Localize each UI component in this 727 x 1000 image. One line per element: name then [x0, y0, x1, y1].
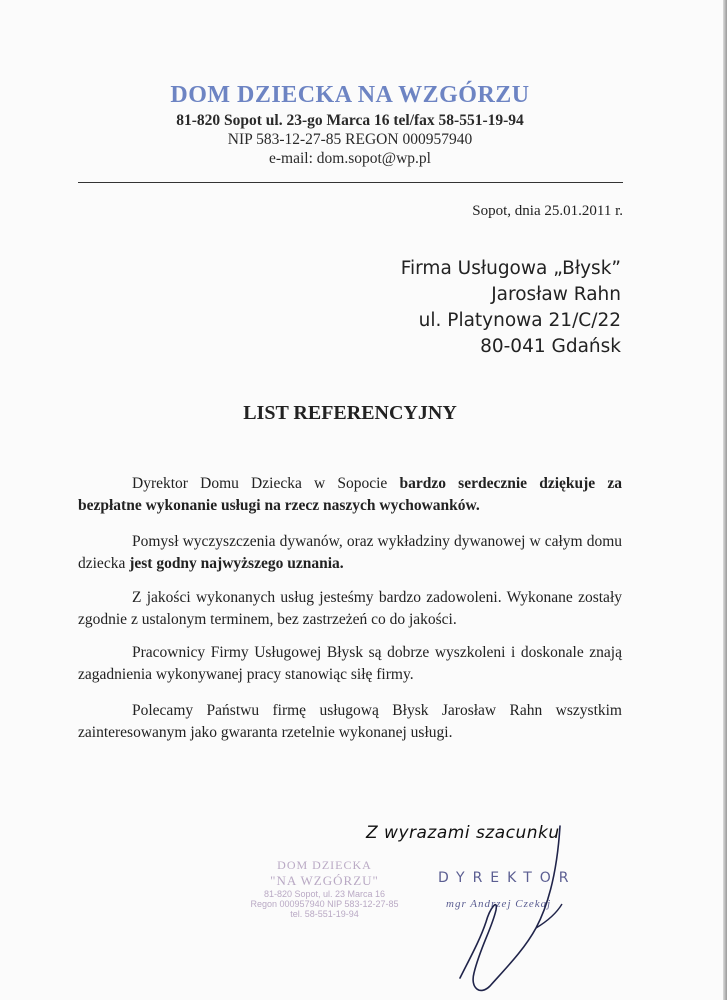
- director-stamp-name: mgr Andrzej Czekaj: [446, 898, 552, 910]
- paragraph-5-text: Polecamy Państwu firmę usługową Błysk Jarosław Rahn wszystkim zainteresowanym jako gwaranta rzetelnie wykonanej usługi.: [78, 702, 622, 741]
- stamp-line-2: "NA WZGÓRZU": [270, 873, 379, 888]
- recipient-company: Firma Usługowa „Błysk”: [400, 258, 621, 279]
- org-ids: NIP 583-12-27-85 REGON 000957940: [227, 131, 473, 148]
- paragraph-2-text: Pomysł wyczyszczenia dywanów, oraz wykładziny dywanowej w całym domu dziecka: [78, 533, 622, 572]
- paragraph-3: [78, 587, 622, 631]
- closing-phrase: Z wyrazami szacunku: [366, 823, 560, 843]
- org-address: 81-820 Sopot ul. 23-go Marca 16 tel/fax 58-551-19-94: [176, 112, 524, 129]
- paragraph-4: [78, 642, 622, 686]
- scan-edge: [723, 0, 727, 1000]
- paragraph-4-text: Pracownicy Firmy Usługowej Błysk są dobrze wyszkoleni i doskonale znają zagadnienia wykonywanej pracy stanowiąc siłę firmy.: [78, 644, 622, 683]
- stamp-line-3: 81-820 Sopot, ul. 23 Marca 16: [263, 889, 386, 899]
- paragraph-3-text: Z jakości wykonanych usług jesteśmy bardzo zadowoleni. Wykonane zostały zgodnie z ustalonym terminem, bez zastrzeżeń co do jakości.: [78, 589, 622, 628]
- stamp-line-4: Regon 000957940 NIP 583-12-27-85: [250, 899, 399, 909]
- handwritten-signature: [440, 818, 620, 998]
- header-divider: [78, 182, 623, 183]
- document-title: LIST REFERENCYJNY: [243, 402, 457, 424]
- recipient-city: 80-041 Gdańsk: [480, 336, 621, 357]
- stamp-line-1: DOM DZIECKA: [277, 858, 372, 872]
- paragraph-1-text: Dyrektor Domu Dziecka w Sopocie: [132, 475, 400, 492]
- paragraph-2: [78, 531, 622, 575]
- institution-stamp: [232, 858, 417, 919]
- recipient-street: ul. Platynowa 21/C/22: [418, 310, 621, 331]
- paragraph-1-bold: bardzo serdecznie dziękuje za bezpłatne wykonanie usługi na rzecz naszych wychowanków.: [78, 475, 622, 514]
- org-name: DOM DZIECKA NA WZGÓRZU: [170, 82, 530, 108]
- paragraph-1: [78, 473, 622, 517]
- date-line: Sopot, dnia 25.01.2011 r.: [472, 203, 623, 219]
- org-email: e-mail: dom.sopot@wp.pl: [269, 150, 431, 167]
- recipient-person: Jarosław Rahn: [491, 284, 621, 305]
- recipient-block: [401, 256, 621, 360]
- director-stamp-title: DYREKTOR: [438, 870, 577, 886]
- paragraph-2-bold: jest godny najwyższego uznania.: [129, 555, 344, 572]
- stamp-line-5: tel. 58-551-19-94: [290, 909, 359, 919]
- paragraph-5: [78, 700, 622, 744]
